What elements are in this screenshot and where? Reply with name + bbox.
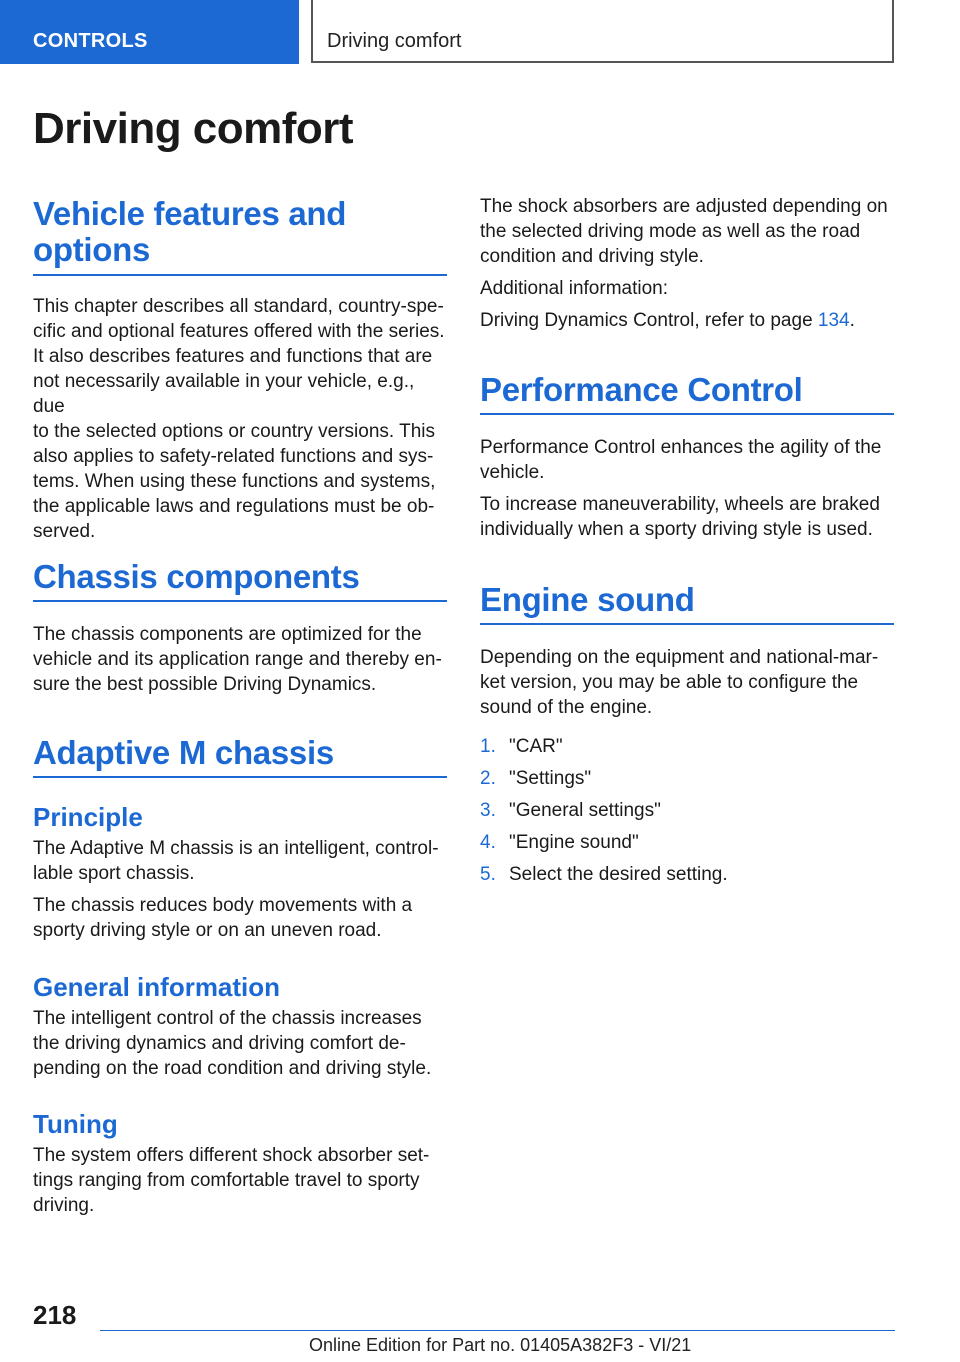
step-text: Select the desired setting. [509,864,728,885]
engine-sound-steps [480,734,894,887]
header-section-tab [0,0,299,64]
text-line: also applies to safety-related functions and sys- [33,446,434,467]
text-line: sure the best possible Driving Dynamics. [33,674,377,695]
section-rule [33,776,447,778]
principle-subsection [33,802,447,943]
performance-control-paragraph-1 [480,435,894,485]
text-line: It also describes features and functions that are [33,346,433,367]
chassis-components-section [33,559,447,697]
list-item [480,830,894,855]
text-line: vehicle. [480,462,545,483]
list-item [480,734,894,759]
general-information-paragraph [33,1006,447,1081]
step-text: "Engine sound" [509,832,639,853]
text-line: This chapter describes all standard, country-spe- [33,296,444,317]
text-line: sporty driving style or on an uneven road. [33,920,382,941]
page-number: 218 [33,1300,77,1330]
tuning-heading: Tuning [33,1109,118,1139]
text-line: cific and optional features offered with the series. [33,321,445,342]
vehicle-features-section [33,196,447,544]
list-item [480,862,894,887]
text-line: The system offers different shock absorber set- [33,1145,430,1166]
list-item [480,766,894,791]
reference-text: Driving Dynamics Control, refer to page [480,310,818,331]
step-text: "CAR" [509,736,563,757]
section-rule [33,600,447,602]
section-rule [480,413,894,415]
footer-edition: Online Edition for Part no. 01405A382F3 - VI/21 [309,1335,692,1355]
tuning-continued-section [480,194,894,333]
text-line: not necessarily available in your vehicle, e.g., due [33,371,415,417]
performance-control-paragraph-2 [480,492,894,542]
text-line: The chassis components are optimized for the [33,624,422,645]
text-line: The chassis reduces body movements with a [33,895,413,916]
tuning-subsection [33,1109,447,1218]
text-line: driving. [33,1195,95,1216]
vehicle-features-heading-line2: options [33,231,151,268]
principle-paragraph-1 [33,836,447,886]
general-information-heading: General information [33,972,281,1002]
text-line: the driving dynamics and driving comfort de- [33,1033,406,1054]
text-line: tings ranging from comfortable travel to sporty [33,1170,420,1191]
engine-sound-heading: Engine sound [480,581,695,618]
chassis-components-paragraph [33,622,447,697]
text-line: the selected driving mode as well as the road [480,221,861,242]
text-line: pending on the road condition and driving style. [33,1058,432,1079]
tuning-paragraph [33,1143,447,1218]
step-number: 2. [480,768,496,789]
principle-paragraph-2 [33,893,447,943]
additional-info-label: Additional information: [480,278,668,299]
text-line: The shock absorbers are adjusted depending on [480,196,888,217]
step-text: "General settings" [509,800,661,821]
text-line: condition and driving style. [480,246,704,267]
chassis-components-heading: Chassis components [33,558,360,595]
text-line: served. [33,521,96,542]
reference-end: . [849,310,855,331]
step-number: 4. [480,832,496,853]
text-line: tems. When using these functions and systems, [33,471,436,492]
text-line: vehicle and its application range and thereby en- [33,649,442,670]
header-section-label: CONTROLS [33,30,148,52]
section-rule [33,274,447,276]
step-number: 1. [480,736,496,757]
text-line: to the selected options or country versions. This [33,421,436,442]
step-text: "Settings" [509,768,592,789]
vehicle-features-heading [33,196,447,268]
step-number: 3. [480,800,496,821]
engine-sound-section [480,582,894,894]
general-information-subsection [33,972,447,1081]
page-reference-link[interactable]: 134 [817,310,850,331]
text-line: sound of the engine. [480,697,653,718]
text-line: ket version, you may be able to configure the [480,672,859,693]
principle-heading: Principle [33,802,143,832]
text-line: individually when a sporty driving style is used. [480,519,873,540]
text-line: The intelligent control of the chassis increases [33,1008,422,1029]
footer-rule [100,1330,895,1331]
engine-sound-paragraph [480,645,894,720]
page-title: Driving comfort [33,104,354,153]
adaptive-m-chassis-section [33,735,447,778]
page-reference [480,308,894,333]
step-number: 5. [480,864,496,885]
list-item [480,798,894,823]
header-chapter-label: Driving comfort [327,30,462,52]
text-line: Depending on the equipment and national-mar- [480,647,879,668]
vehicle-features-paragraph [33,294,447,544]
text-line: Performance Control enhances the agility of the [480,437,882,458]
section-rule [480,623,894,625]
text-line: To increase maneuverability, wheels are braked [480,494,880,515]
text-line: lable sport chassis. [33,863,195,884]
vehicle-features-heading-line1: Vehicle features and [33,195,347,232]
text-line: The Adaptive M chassis is an intelligent, control- [33,838,439,859]
performance-control-heading: Performance Control [480,371,803,408]
tuning-continued-paragraph [480,194,894,269]
adaptive-m-chassis-heading: Adaptive M chassis [33,734,334,771]
text-line: the applicable laws and regulations must be ob- [33,496,435,517]
header-chapter-box [311,0,894,63]
performance-control-section [480,372,894,542]
